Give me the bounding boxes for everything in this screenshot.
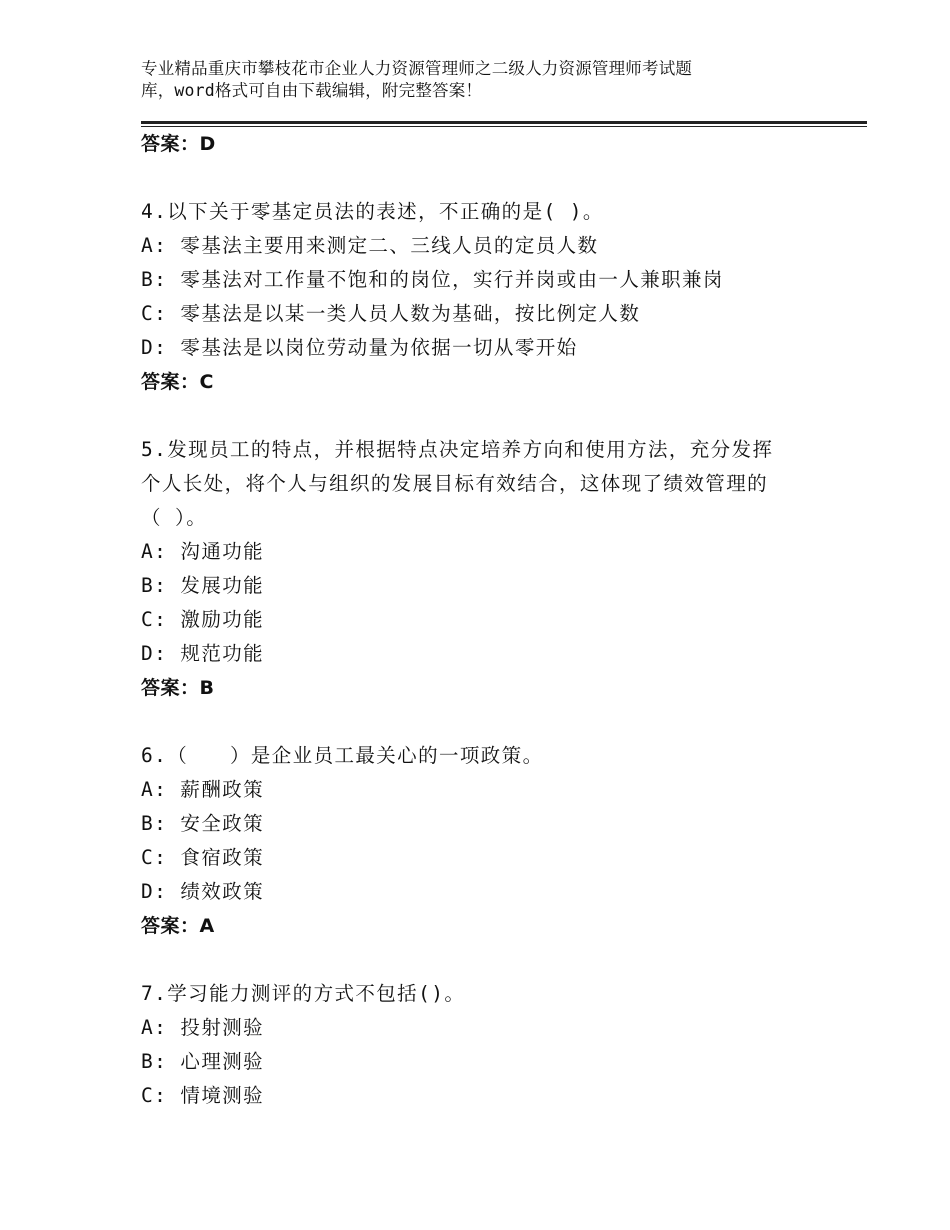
page-header [141, 58, 821, 102]
question-text-line-3: （ ）。 [141, 506, 208, 529]
option-b: B: 发展功能 [141, 574, 265, 597]
option-b: B: 零基法对工作量不饱和的岗位，实行并岗或由一人兼职兼岗 [141, 268, 724, 291]
header-divider-thick [141, 121, 867, 124]
option-c: C: 食宿政策 [141, 846, 265, 869]
option-a: A: 零基法主要用来测定二、三线人员的定员人数 [141, 234, 599, 257]
option-c: C: 零基法是以某一类人员人数为基础，按比例定人数 [141, 302, 641, 325]
answer-q3: 答案：D [141, 133, 216, 155]
header-line-2: 库，word格式可自由下载编辑，附完整答案！ [141, 81, 483, 100]
question-text-line-1: 5.发现员工的特点，并根据特点决定培养方向和使用方法，充分发挥 [141, 438, 774, 461]
question-text: 6.（ ）是企业员工最关心的一项政策。 [141, 744, 544, 767]
option-a: A: 投射测验 [141, 1016, 265, 1039]
question-7 [141, 977, 841, 1113]
question-text: 7.学习能力测评的方式不包括()。 [141, 982, 466, 1005]
option-a: A: 沟通功能 [141, 540, 265, 563]
exam-content [141, 126, 841, 1113]
header-line-1: 专业精品重庆市攀枝花市企业人力资源管理师之二级人力资源管理师考试题 [141, 59, 693, 78]
question-text-line-2: 个人长处，将个人与组织的发展目标有效结合，这体现了绩效管理的 [141, 472, 769, 495]
question-6 [141, 739, 841, 943]
option-c: C: 激励功能 [141, 608, 265, 631]
option-d: D: 绩效政策 [141, 880, 265, 903]
question-5 [141, 433, 841, 705]
option-b: B: 安全政策 [141, 812, 265, 835]
option-c: C: 情境测验 [141, 1084, 265, 1107]
option-d: D: 零基法是以岗位劳动量为依据一切从零开始 [141, 336, 578, 359]
answer: 答案：B [141, 677, 215, 699]
question-text: 4.以下关于零基定员法的表述，不正确的是( )。 [141, 200, 604, 223]
option-a: A: 薪酬政策 [141, 778, 265, 801]
answer: 答案：C [141, 371, 214, 393]
option-d: D: 规范功能 [141, 642, 265, 665]
answer: 答案：A [141, 915, 215, 937]
question-4 [141, 195, 841, 399]
option-b: B: 心理测验 [141, 1050, 265, 1073]
